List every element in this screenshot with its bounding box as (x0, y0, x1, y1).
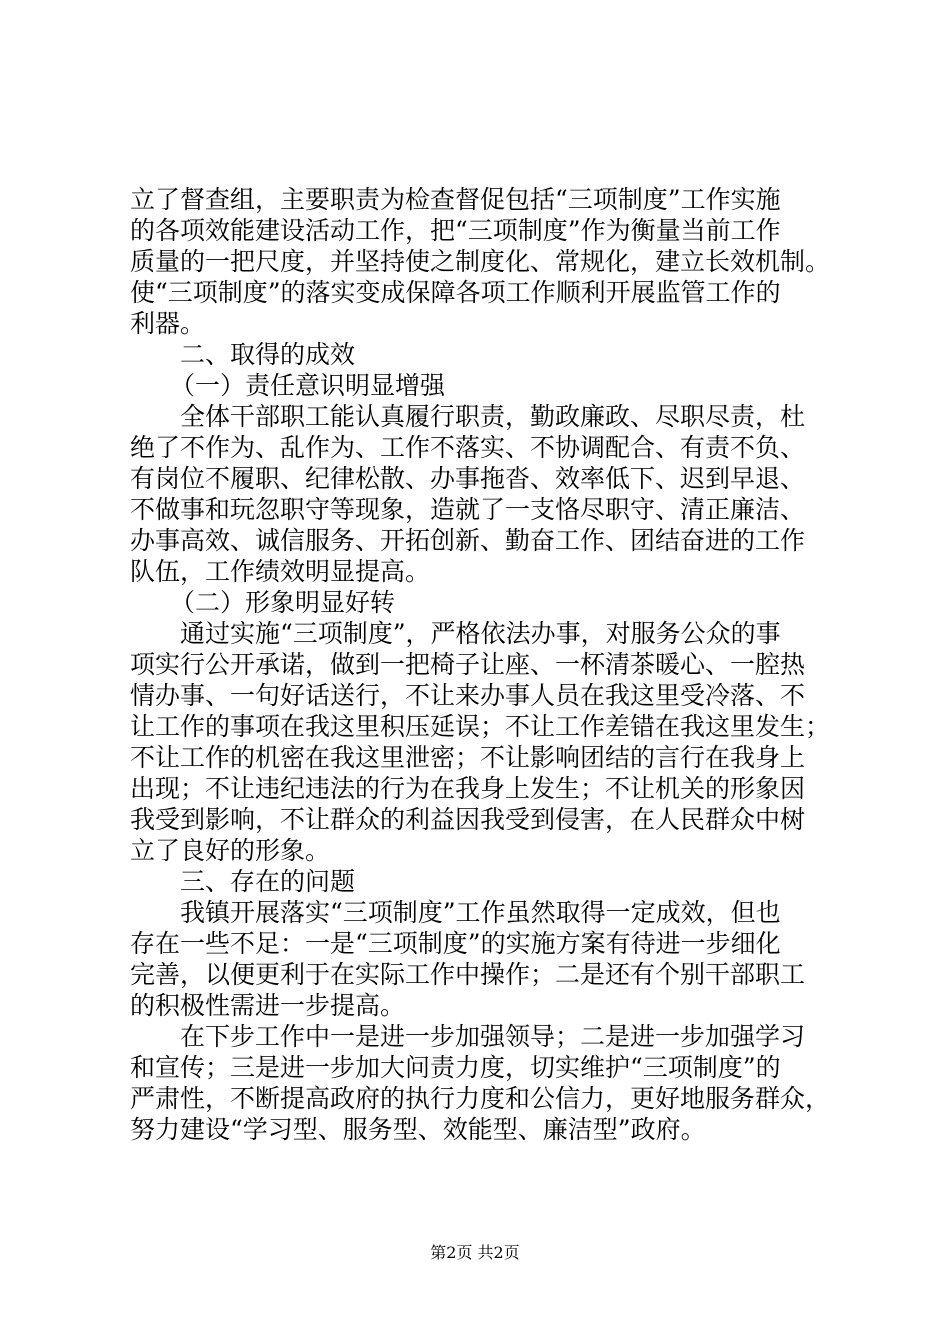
subsection-heading: （一）责任意识明显增强 (170, 371, 446, 400)
body-line: 全体干部职工能认真履行职责，勤政廉政、尽职尽责，杜 (180, 402, 806, 431)
body-line: 的各项效能建设活动工作，把“三项制度”作为衡量当前工作 (130, 216, 781, 245)
body-line: 在下步工作中一是进一步加强领导；二是进一步加强学习 (180, 1022, 806, 1051)
body-line: 存在一些不足：一是“三项制度”的实施方案有待进一步细化 (130, 929, 781, 958)
body-line: 情办事、一句好话送行，不让来办事人员在我这里受冷落、不 (130, 681, 806, 710)
body-line: 努力建设“学习型、服务型、效能型、廉洁型”政府。 (130, 1115, 706, 1144)
body-line: 项实行公开承诺，做到一把椅子让座、一杯清茶暖心、一腔热 (130, 650, 806, 679)
body-line: 让工作的事项在我这里积压延误；不让工作差错在我这里发生； (130, 712, 831, 741)
body-line: 利器。 (130, 309, 206, 338)
body-line: 队伍，工作绩效明显提高。 (130, 557, 431, 586)
body-line: 的积极性需进一步提高。 (130, 991, 406, 1020)
body-line: 出现；不让违纪违法的行为在我身上发生；不让机关的形象因 (130, 774, 806, 803)
body-line: 质量的一把尺度，并坚持使之制度化、常规化，建立长效机制。 (130, 247, 831, 276)
body-line: 通过实施“三项制度”，严格依法办事，对服务公众的事 (180, 619, 781, 648)
body-line: 和宣传；三是进一步加大问责力度，切实维护“三项制度”的 (130, 1053, 781, 1082)
body-line: 办事高效、诚信服务、开拓创新、勤奋工作、团结奋进的工作 (130, 526, 806, 555)
page-number-footer: 第2页 共2页 (430, 1243, 520, 1262)
section-heading: 二、取得的成效 (180, 340, 356, 369)
body-line: 我受到影响，不让群众的利益因我受到侵害，在人民群众中树 (130, 805, 806, 834)
body-line: 不让工作的机密在我这里泄密；不让影响团结的言行在我身上 (130, 743, 806, 772)
body-line: 我镇开展落实“三项制度”工作虽然取得一定成效，但也 (180, 898, 781, 927)
body-line: 绝了不作为、乱作为、工作不落实、不协调配合、有责不负、 (130, 433, 806, 462)
body-line: 不做事和玩忽职守等现象，造就了一支恪尽职守、清正廉洁、 (130, 495, 806, 524)
body-line: 有岗位不履职、纪律松散、办事拖沓、效率低下、迟到早退、 (130, 464, 806, 493)
body-line: 完善，以便更利于在实际工作中操作；二是还有个别干部职工 (130, 960, 806, 989)
section-heading: 三、存在的问题 (180, 867, 356, 896)
body-line: 使“三项制度”的落实变成保障各项工作顺利开展监管工作的 (130, 278, 781, 307)
subsection-heading: （二）形象明显好转 (170, 588, 396, 617)
body-line: 严肃性，不断提高政府的执行力度和公信力，更好地服务群众， (130, 1084, 831, 1113)
body-line: 立了督查组，主要职责为检查督促包括“三项制度”工作实施 (130, 185, 781, 214)
body-line: 立了良好的形象。 (130, 836, 331, 865)
